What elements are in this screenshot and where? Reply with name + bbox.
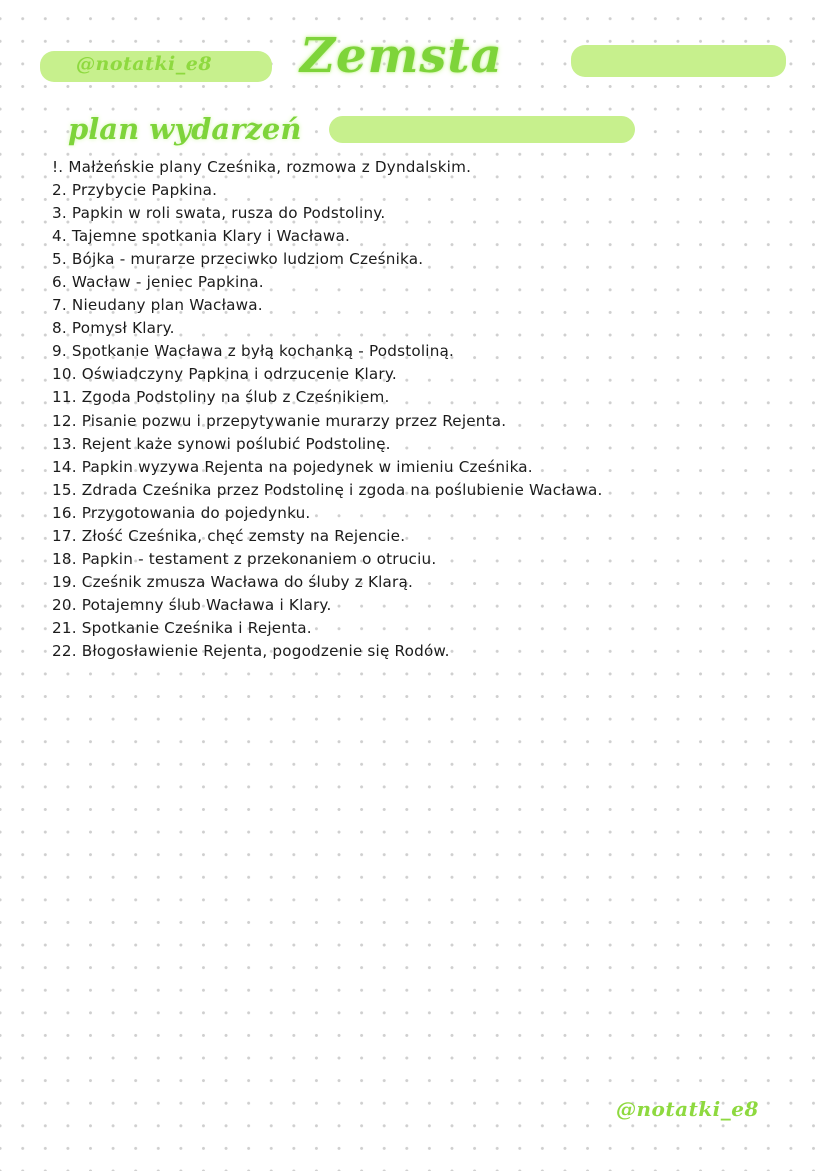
list-item: 5. Bójka - murarze przeciwko ludziom Cześnika.	[52, 250, 424, 269]
list-item: 8. Pomysł Klary.	[52, 319, 175, 338]
list-item: 17. Złość Cześnika, chęć zemsty na Rejencie.	[52, 526, 406, 545]
list-item: 9. Spotkanie Wacława z byłą kochanką - Podstoliną.	[52, 342, 455, 361]
list-item: 12. Pisanie pozwu i przepytywanie murarzy przez Rejenta.	[52, 411, 507, 430]
list-item: !. Małżeńskie plany Cześnika, rozmowa z Dyndalskim.	[52, 158, 472, 176]
list-item: 15. Zdrada Cześnika przez Podstolinę i zgoda na poślubienie Wacława.	[52, 480, 603, 499]
page-title: Zemsta	[300, 28, 503, 84]
subtitle-highlight-bar	[329, 116, 635, 143]
highlight-bar-right	[571, 45, 786, 77]
list-item: 3. Papkin w roli swata, rusza do Podstoliny.	[52, 204, 386, 223]
list-item: 19. Cześnik zmusza Wacława do śluby z Klarą.	[52, 572, 414, 591]
event-plan-list	[52, 156, 603, 663]
section-subtitle: plan wydarzeń	[68, 112, 302, 146]
list-item: 6. Wacław - jeniec Papkina.	[52, 273, 264, 292]
list-item: 20. Potajemny ślub Wacława i Klary.	[52, 595, 332, 614]
author-handle-bottom: @notatki_e8	[616, 1097, 759, 1121]
list-item: 13. Rejent każe synowi poślubić Podstolinę.	[52, 434, 391, 453]
list-item: 14. Papkin wyzywa Rejenta na pojedynek w imieniu Cześnika.	[52, 457, 533, 476]
author-handle-top: @notatki_e8	[76, 53, 213, 75]
list-item: 10. Oświadczyny Papkina i odrzucenie Klary.	[52, 365, 397, 384]
list-item: 22. Błogosławienie Rejenta, pogodzenie się Rodów.	[52, 641, 450, 660]
list-item: 2. Przybycie Papkina.	[52, 181, 218, 200]
list-item: 7. Nieudany plan Wacława.	[52, 296, 263, 315]
list-item: 4. Tajemne spotkania Klary i Wacława.	[52, 227, 351, 246]
list-item: 16. Przygotowania do pojedynku.	[52, 503, 311, 522]
list-item: 18. Papkin - testament z przekonaniem o otruciu.	[52, 549, 437, 568]
list-item: 21. Spotkanie Cześnika i Rejenta.	[52, 618, 312, 637]
list-item: 11. Zgoda Podstoliny na ślub z Cześnikiem.	[52, 388, 390, 407]
